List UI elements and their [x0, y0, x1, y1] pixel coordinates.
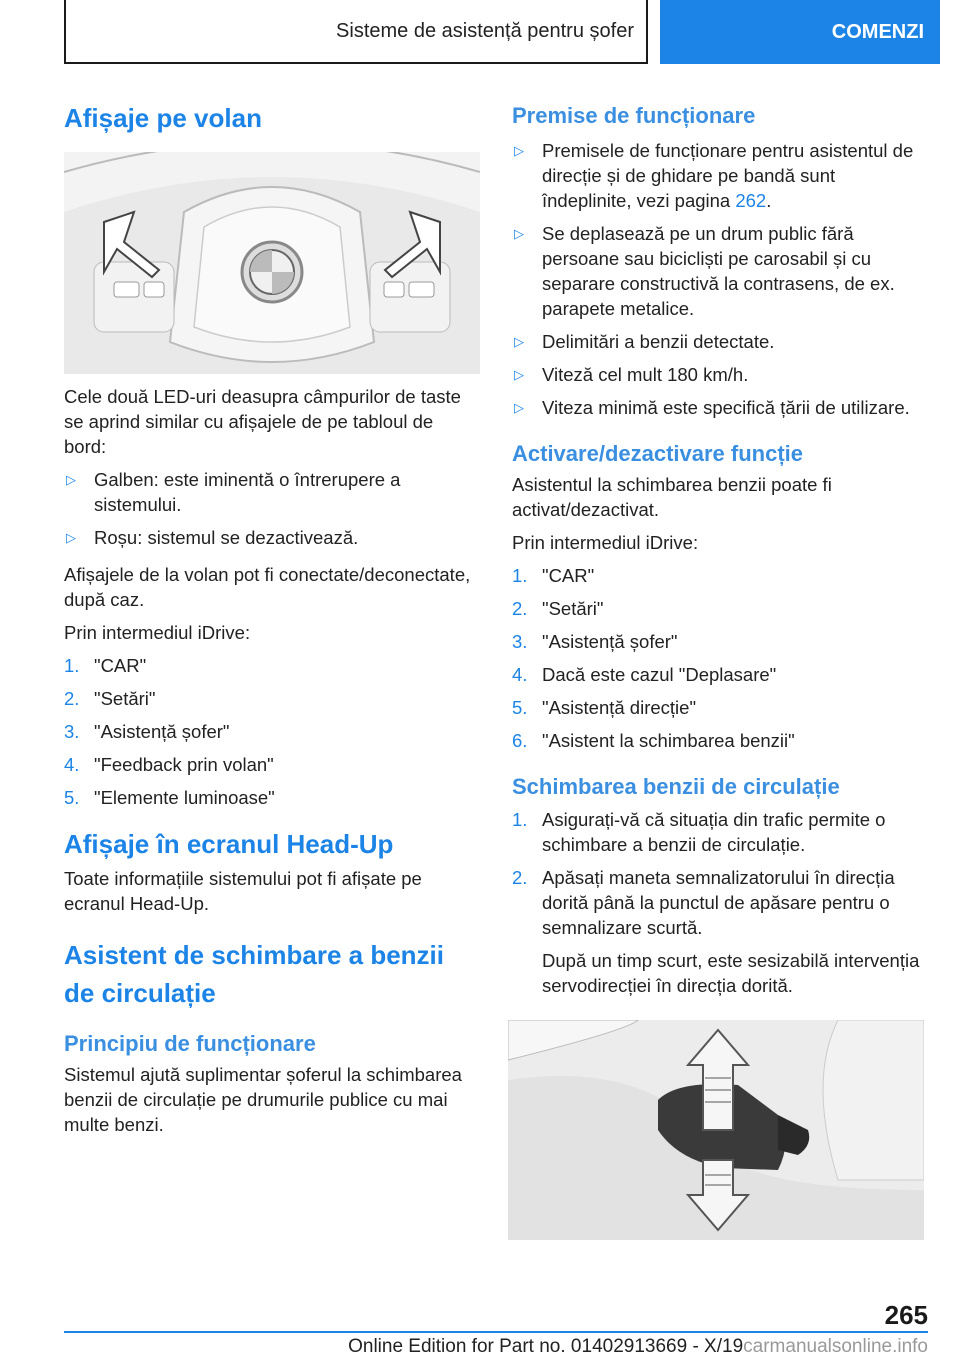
page-link-262[interactable]: 262	[735, 190, 767, 211]
footer-edition	[300, 1336, 928, 1358]
list-item: 4. "Feedback prin volan"	[64, 754, 274, 775]
list-item: 3. "Asistență șofer"	[512, 631, 678, 652]
triangle-bullet-icon: ▷	[514, 226, 524, 241]
header-tab-comenzi[interactable]	[660, 0, 940, 64]
paragraph-dupa: După un timp scurt, este sesizabilă intervenția servodirecției în direcția dorită.	[542, 950, 920, 996]
triangle-bullet-icon: ▷	[514, 367, 524, 382]
list-item: 5. "Elemente luminoase"	[64, 787, 275, 808]
premise-bullet-list	[512, 138, 928, 420]
list-item: 5. "Asistență direcție"	[512, 697, 697, 718]
list-item: 3. "Asistență șofer"	[64, 721, 230, 742]
list-item: 2. "Setări"	[64, 688, 156, 709]
page-number: 265	[884, 1300, 928, 1330]
turn-signal-lever-image	[508, 1020, 924, 1240]
header-tab-label: COMENZI	[831, 20, 924, 43]
led-bullet-list	[64, 467, 480, 550]
steps-volan-list	[64, 653, 480, 810]
list-item: 4. Dacă este cazul "Deplasare"	[512, 664, 777, 685]
footer-edition-text: Online Edition for Part no. 01402913669 - X/19	[348, 1336, 744, 1357]
header-section-title	[64, 0, 648, 64]
steps-activare-list	[512, 563, 928, 753]
list-item: ▷ Delimitări a benzii detectate.	[514, 331, 775, 352]
triangle-bullet-icon: ▷	[66, 530, 76, 545]
list-item: ▷ Premisele de funcționare pentru asistentul de direcție și de ghidare pe bandă sunt îndeplinite, vezi pagina 262.	[514, 140, 914, 211]
list-item: 1. "CAR"	[64, 655, 147, 676]
header-section-label: Sisteme de asistență pentru șofer	[336, 19, 634, 42]
heading-schimbare: Schimbarea benzii de circulație	[512, 774, 840, 799]
heading-afisaje-volan: Afișaje pe volan	[64, 103, 262, 133]
list-item: 2. "Setări"	[512, 598, 604, 619]
paragraph-idrive: Prin intermediul iDrive:	[64, 622, 251, 643]
paragraph-headup: Toate informațiile sistemului pot fi afișate pe ecranul Head-Up.	[64, 868, 422, 914]
footer-watermark: carmanualsonline.info	[743, 1336, 928, 1357]
heading-asistent-schimbare: Asistent de schimbare a benzii de circulație	[64, 940, 445, 1008]
paragraph-activare: Asistentul la schimbarea benzii poate fi activat/dezactivat.	[512, 474, 832, 520]
list-item: ▷ Viteza minimă este specifică țării de utilizare.	[514, 397, 910, 418]
paragraph-idrive-right: Prin intermediul iDrive:	[512, 532, 699, 553]
steps-schimbare-list	[512, 807, 928, 940]
heading-headup: Afișaje în ecranul Head-Up	[64, 829, 394, 859]
triangle-bullet-icon: ▷	[514, 400, 524, 415]
list-item: 2. Apăsați maneta semnalizatorului în direcția dorită până la punctul de apăsare pentru o semnalizare scurtă.	[512, 867, 895, 938]
list-item: ▷ Galben: este iminentă o întrerupere a sistemului.	[66, 469, 401, 515]
heading-principiu: Principiu de funcționare	[64, 1031, 316, 1056]
list-item: 6. "Asistent la schimbarea benzii"	[512, 730, 795, 751]
triangle-bullet-icon: ▷	[66, 472, 76, 487]
turn-signal-illustration	[508, 1020, 924, 1240]
list-item: ▷ Roșu: sistemul se dezactivează.	[66, 527, 359, 548]
paragraph-led: Cele două LED-uri deasupra câmpurilor de taste se aprind similar cu afișajele de pe tabloul de bord:	[64, 386, 461, 457]
list-item: ▷ Viteză cel mult 180 km/h.	[514, 364, 749, 385]
triangle-bullet-icon: ▷	[514, 334, 524, 349]
steering-wheel-image	[64, 152, 480, 374]
right-column	[512, 98, 928, 1240]
steering-wheel-illustration	[64, 152, 480, 374]
list-item: 1. "CAR"	[512, 565, 595, 586]
list-item: ▷ Se deplasează pe un drum public fără persoane sau bicicliști pe carosabil și cu separare constructivă la contrasens, de ex. parapete metalice.	[514, 223, 895, 319]
triangle-bullet-icon: ▷	[514, 143, 524, 158]
paragraph-principiu: Sistemul ajută suplimentar șoferul la schimbarea benzii de circulație pe drumurile publice cu mai multe benzi.	[64, 1064, 462, 1135]
footer-divider	[64, 1331, 928, 1333]
list-item: 1. Asigurați-vă că situația din trafic permite o schimbare a benzii de circulație.	[512, 809, 886, 855]
heading-activare: Activare/dezactivare funcție	[512, 441, 804, 466]
paragraph-afisaje-conectate: Afișajele de la volan pot fi conectate/deconectate, după caz.	[64, 564, 471, 610]
heading-premise: Premise de funcționare	[512, 103, 756, 128]
left-column	[64, 98, 480, 1137]
